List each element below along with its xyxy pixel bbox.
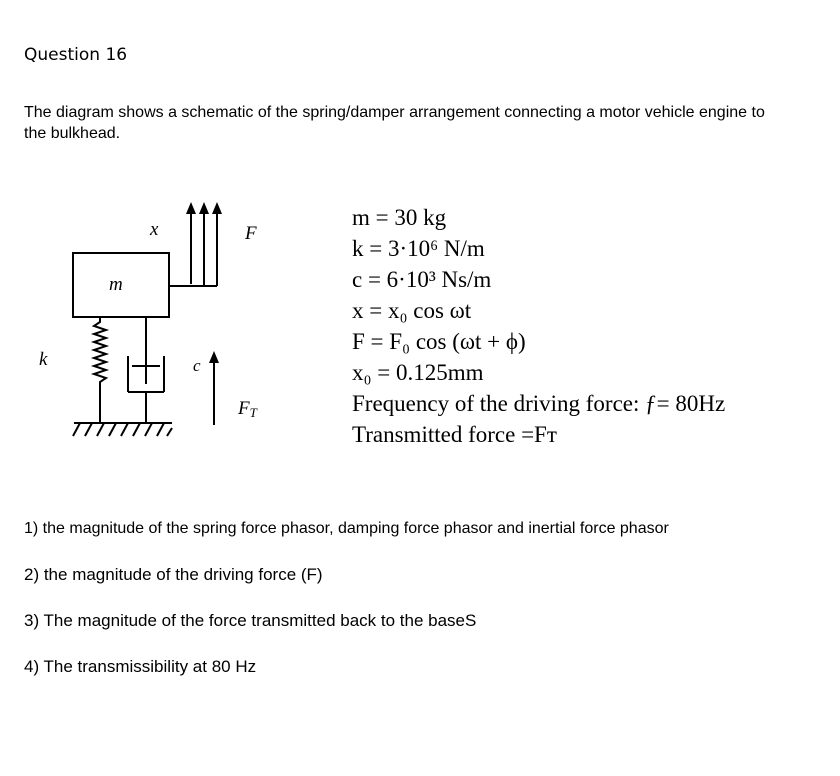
- sub-question-4: 4) The transmissibility at 80 Hz: [24, 657, 257, 676]
- force-f-arrows: [169, 202, 222, 286]
- sub-question-2: 2) the magnitude of the driving force (F): [24, 565, 323, 584]
- label-c: c: [193, 356, 201, 375]
- transmitted-force-arrow: [209, 351, 219, 425]
- label-ft-subscript: T: [249, 405, 257, 420]
- param-transmitted-force: Transmitted force =Fᴛ: [352, 422, 557, 447]
- param-damping: c = 6·10³ Ns/m: [352, 267, 492, 292]
- label-f: F: [245, 223, 257, 244]
- schematic-drawing: [0, 180, 340, 470]
- sub-question-1: 1) the magnitude of the spring force phasor, damping force phasor and inertial force phasor: [24, 520, 669, 537]
- label-k: k: [39, 349, 48, 370]
- label-m: m: [109, 274, 123, 295]
- x-displacement-arrow: [186, 202, 196, 284]
- parameter-list: [352, 202, 725, 450]
- label-ft-main: F: [238, 398, 250, 419]
- label-x: x: [150, 219, 159, 240]
- param-amplitude: x₀ = 0.125mm: [352, 360, 484, 385]
- ground-base: [73, 423, 172, 436]
- param-mass: m = 30 kg: [352, 205, 447, 230]
- sub-question-3: 3) The magnitude of the force transmitted back to the baseS: [24, 611, 477, 630]
- sub-question-list: [24, 517, 824, 701]
- question-intro: The diagram shows a schematic of the spring/damper arrangement connecting a motor vehicle engine to the bulkhead.: [24, 104, 765, 142]
- param-force: F = F₀ cos (ωt + ϕ): [352, 329, 526, 354]
- param-displacement: x = x₀ cos ωt: [352, 298, 472, 323]
- param-stiffness: k = 3·10⁶ N/m: [352, 236, 485, 261]
- param-frequency: Frequency of the driving force: ƒ= 80Hz: [352, 391, 726, 416]
- spring-damper-diagram: [0, 180, 840, 470]
- spring-element: [94, 317, 106, 423]
- label-ft: [238, 399, 257, 423]
- question-title: Question 16: [24, 45, 128, 65]
- damper-element: [128, 317, 164, 423]
